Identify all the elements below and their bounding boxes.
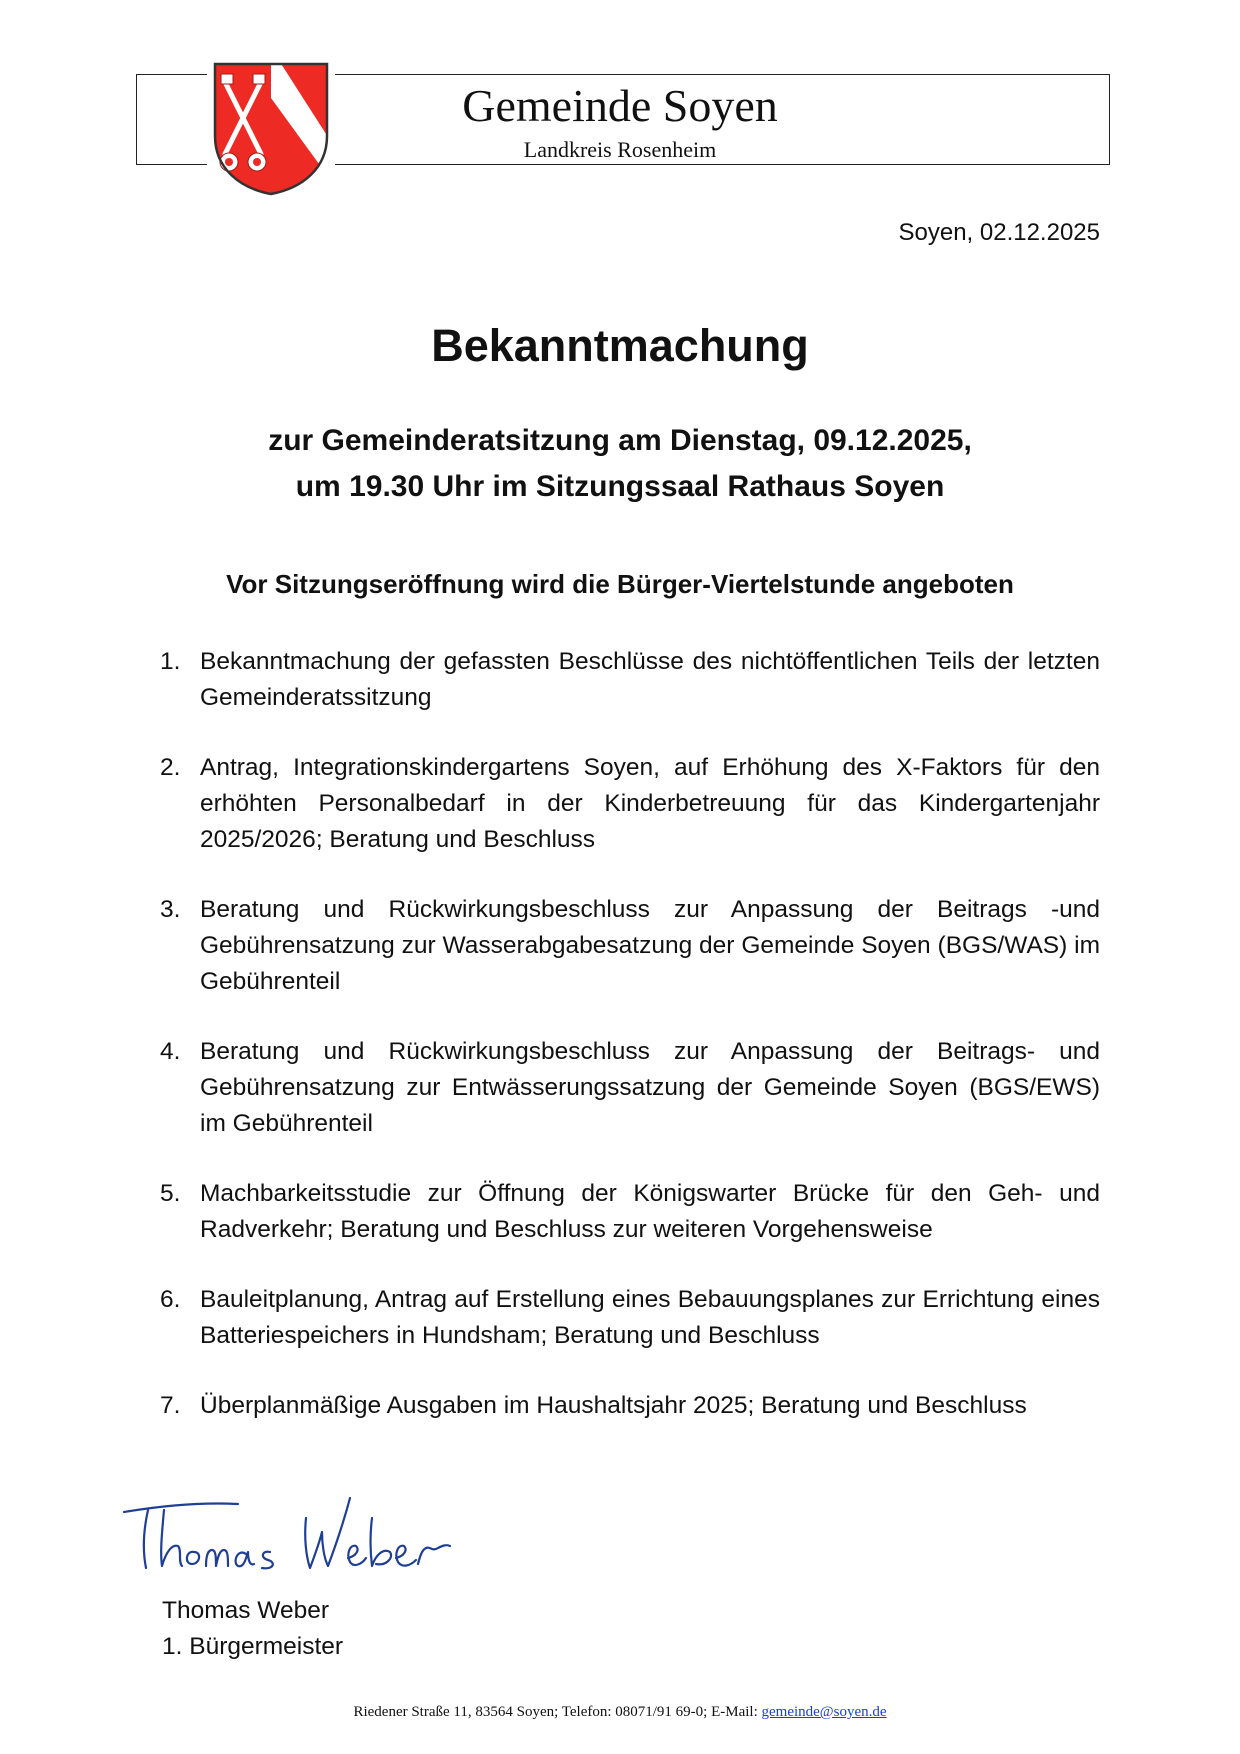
agenda-item-number: 5. bbox=[160, 1180, 181, 1207]
agenda-item-text: Überplanmäßige Ausgaben im Haushaltsjahr 2025; Beratung und Beschluss bbox=[200, 1392, 1027, 1419]
agenda-item bbox=[160, 1282, 1100, 1354]
signatory-name: Thomas Weber bbox=[162, 1597, 330, 1624]
agenda-item-text: Antrag, Integrationskindergartens Soyen, auf Erhöhung des X-Faktors für den erhöhten Personalbedarf in der Kinderbetreuung für das Kindergartenjahr 2025/2026; Beratung und Beschluss bbox=[200, 754, 1100, 853]
agenda-list bbox=[160, 644, 1100, 1458]
agenda-item-text: Bekanntmachung der gefassten Beschlüsse des nichtöffentlichen Teils der letzten Gemeinderatssitzung bbox=[200, 648, 1100, 711]
agenda-item-number: 6. bbox=[160, 1286, 181, 1313]
citizens-quarter-notice: Vor Sitzungseröffnung wird die Bürger-Viertelstunde angeboten bbox=[226, 569, 1014, 599]
agenda-item-number: 4. bbox=[160, 1038, 181, 1065]
agenda-item bbox=[160, 1388, 1100, 1424]
agenda-item-number: 3. bbox=[160, 896, 181, 923]
agenda-item-text: Bauleitplanung, Antrag auf Erstellung eines Bebauungsplanes zur Errichtung eines Batteriespeichers in Hundsham; Beratung und Beschluss bbox=[200, 1286, 1100, 1349]
agenda-item bbox=[160, 1176, 1100, 1248]
agenda-item bbox=[160, 1034, 1100, 1142]
meeting-info-line-2: um 19.30 Uhr im Sitzungssaal Rathaus Soyen bbox=[295, 470, 945, 503]
signatory-role: 1. Bürgermeister bbox=[162, 1633, 344, 1660]
agenda-item-text: Beratung und Rückwirkungsbeschluss zur Anpassung der Beitrags -und Gebührensatzung zur Wasserabgabesatzung der Gemeinde Soyen (BGS/WAS) im Gebührenteil bbox=[200, 896, 1100, 995]
coat-of-arms-icon bbox=[207, 58, 335, 198]
org-district: Landkreis Rosenheim bbox=[523, 137, 717, 162]
agenda-item-number: 7. bbox=[160, 1392, 181, 1419]
agenda-item-text: Beratung und Rückwirkungsbeschluss zur Anpassung der Beitrags- und Gebührensatzung zur Entwässerungssatzung der Gemeinde Soyen (BGS/EWS) im Gebührenteil bbox=[200, 1038, 1100, 1137]
handwritten-signature bbox=[120, 1488, 470, 1578]
agenda-item-text: Machbarkeitsstudie zur Öffnung der Königswarter Brücke für den Geh- und Radverkehr; Beratung und Beschluss zur weiteren Vorgehensweise bbox=[200, 1180, 1100, 1243]
document-date: Soyen, 02.12.2025 bbox=[898, 219, 1100, 246]
document-title: Bekanntmachung bbox=[431, 320, 809, 371]
meeting-info-line-1: zur Gemeinderatsitzung am Dienstag, 09.12.2025, bbox=[268, 424, 972, 457]
footer-contact bbox=[0, 1702, 1240, 1722]
org-name: Gemeinde Soyen bbox=[462, 80, 778, 131]
agenda-item bbox=[160, 892, 1100, 1000]
agenda-item-number: 2. bbox=[160, 754, 181, 781]
footer-address: Riedener Straße 11, 83564 Soyen; Telefon: 08071/91 69-0; E-Mail: bbox=[353, 1704, 758, 1720]
agenda-item-number: 1. bbox=[160, 648, 181, 675]
agenda-item bbox=[160, 750, 1100, 858]
agenda-item bbox=[160, 644, 1100, 716]
email-link[interactable]: gemeinde@soyen.de bbox=[761, 1704, 887, 1720]
